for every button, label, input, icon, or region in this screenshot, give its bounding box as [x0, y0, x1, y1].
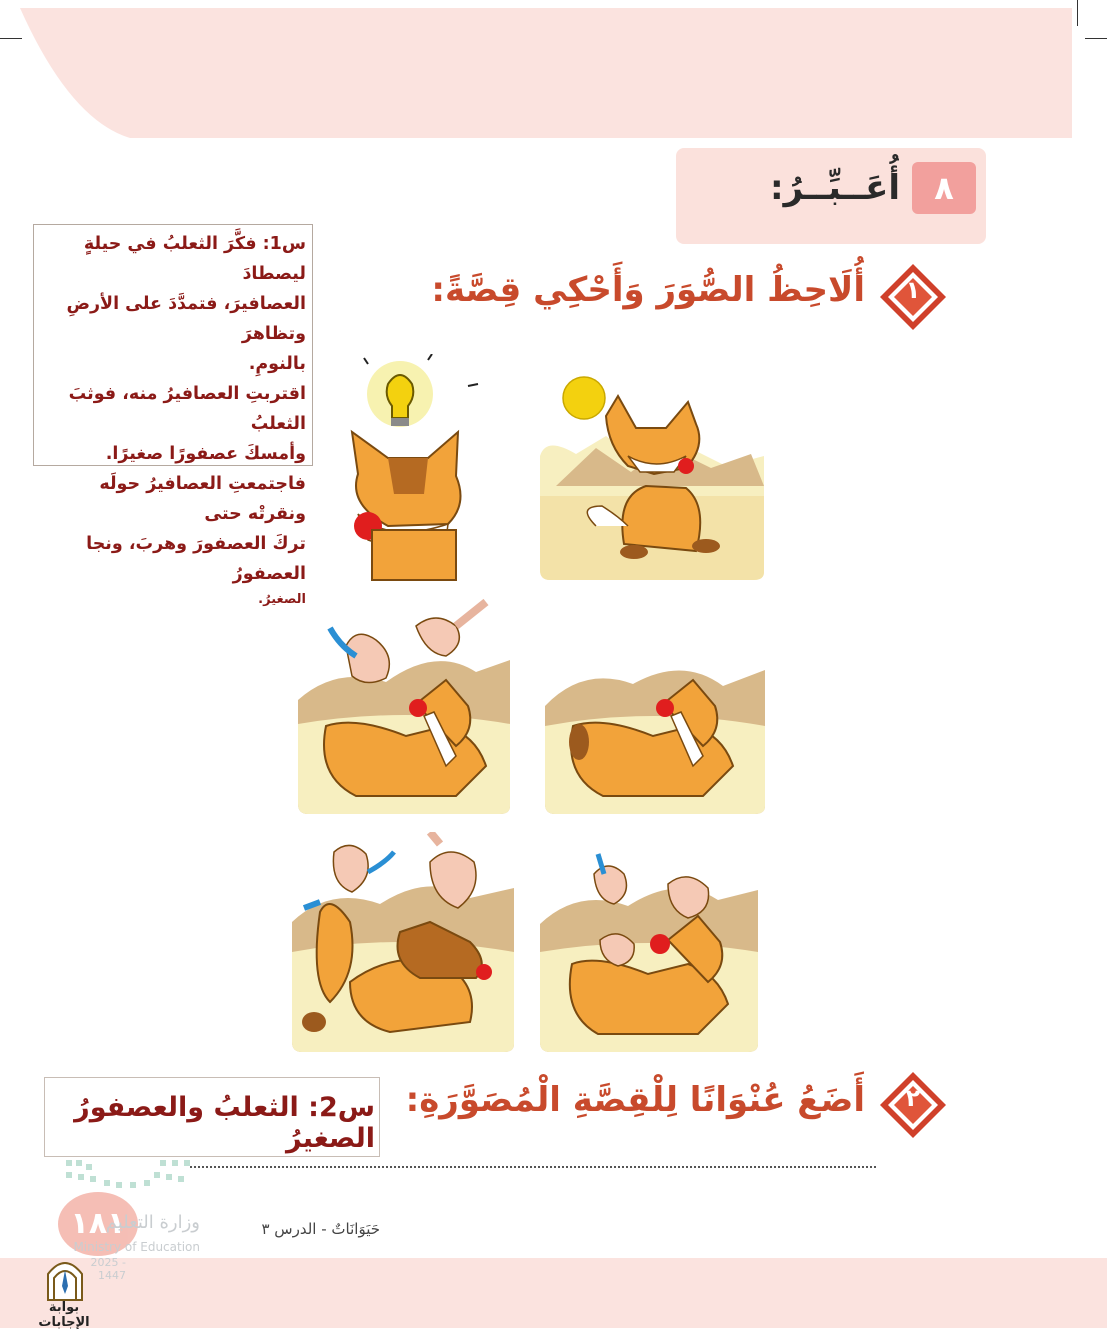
story-panel-5	[538, 844, 760, 1054]
answer-line: اقتربتِ العصافيرُ منه، فوثبَ الثعلبُ	[68, 384, 306, 434]
portal-logo-icon	[44, 1256, 86, 1302]
crop-mark	[1077, 0, 1078, 26]
answer-2-text: س2: الثعلبُ والعصفورُ الصغيرُ	[74, 1092, 375, 1154]
section-title: أُعَــبِّــرُ:	[770, 168, 900, 208]
question-1-number: ١	[905, 276, 921, 304]
answer-line: س1: فكَّرَ الثعلبُ في حيلةٍ ليصطادَ	[83, 234, 306, 284]
ministry-name-ar: وزارة التعليم	[105, 1212, 200, 1233]
ministry-name-en: Ministry of Education	[73, 1240, 200, 1254]
page-number: ١٨١	[58, 1192, 138, 1256]
answer-box-2	[44, 1077, 380, 1157]
crop-mark	[1085, 38, 1107, 39]
story-panel-4	[296, 596, 512, 816]
story-panel-3	[543, 646, 767, 816]
footer-lesson: حَيَوَانَاتٌ - الدرس ٣	[261, 1220, 380, 1238]
story-panel-6	[290, 832, 516, 1054]
bird-icon	[330, 628, 389, 683]
answer-box-1	[33, 224, 313, 607]
question-2-number: ٢	[905, 1084, 921, 1112]
answer-line: تركَ العصفورَ وهربَ، ونجا العصفورُ	[86, 534, 306, 584]
portal-label: بوابة الإجابات	[38, 1300, 90, 1330]
lightbulb-icon	[364, 354, 478, 427]
answer-line: فاجتمعتِ العصافيرُ حولَه ونقرتْه حتى	[99, 474, 306, 524]
story-panel-1	[536, 376, 768, 582]
footer-year: 2025 - 1447	[90, 1256, 126, 1282]
answer-line: بالنومِ.	[248, 354, 306, 374]
crop-mark	[0, 38, 22, 39]
question-1-text: أُلَاحِظُ الصُّوَرَ وَأَحْكِي قِصَّةً:	[431, 270, 865, 310]
answer-1-text	[34, 225, 312, 611]
question-2-text: أَضَعُ عُنْوَانًا لِلْقِصَّةِ الْمُصَوَّرَةِ:	[405, 1080, 865, 1120]
fox-icon	[352, 432, 461, 580]
sun-icon	[563, 377, 605, 419]
answer-dotted-line	[190, 1166, 876, 1168]
bird-icon	[594, 854, 626, 904]
footer-band	[0, 1258, 1107, 1328]
story-panel-2	[328, 354, 488, 582]
bird-icon	[416, 602, 486, 656]
section-number: ٨	[912, 162, 976, 214]
answer-line: وأمسكَ عصفورًا صغيرًا.	[105, 444, 306, 464]
answer-line: العصافيرَ، فتمدَّدَ على الأرضِ وتظاهرَ	[66, 294, 306, 344]
answer-line: الصغيرُ.	[258, 592, 306, 607]
top-decorative-band	[0, 0, 1107, 138]
